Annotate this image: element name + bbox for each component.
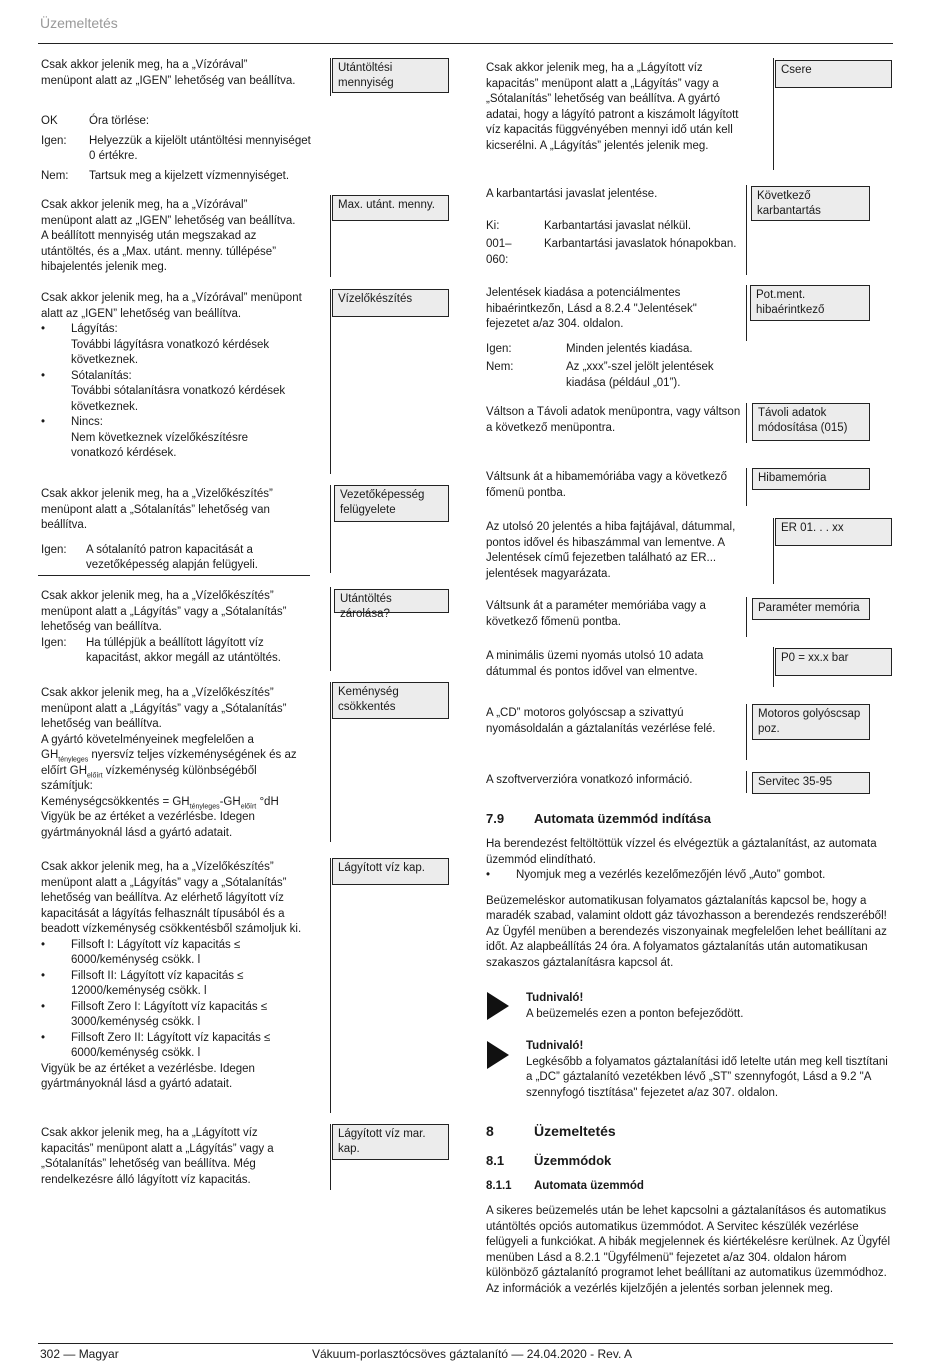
bullet-item: • Fillsoft II: Lágyított víz kapacitás ≤ 12000/keménység csökk. l: [41, 969, 244, 997]
footer-document: Vákuum-porlasztócsöves gáztalanító — 24.04.2020 - Rev. A: [312, 1347, 632, 1361]
block-next-maintenance: [486, 187, 746, 268]
vertical-rule: [746, 185, 747, 275]
option-row: [41, 543, 299, 574]
paragraph: Beüzemeléskor automatikusan folyamatos gáztalanítás kapcsol be, hogy a maradék szabad, valamint oldott gáz távozhasson a berendezés rendszeréből! Az Ügyfél menüben a berendezés viszonyainak megfelelően lehet beállítani az időt. Az alapbeállítás 24 óra. A folyamatos gáztalanítás után automatikusan szakaszos gáztalanításra kapcsol át.: [486, 894, 887, 969]
display-box-er-list: ER 01. . . xx: [775, 518, 892, 546]
vertical-rule: [773, 518, 774, 584]
bullet-item: • Lágyítás: További lágyításra vonatkozó kérdések következnek.: [41, 322, 303, 369]
block-text: Csak akkor jelenik meg, ha a „Vízórával” menüpont alatt az „IGEN” lehetőség van beállítva. A beállított mennyiség után megszakad az utántöltés, és a „Max. utánt. menny. túllépése” hibajelentés jelenik meg.: [41, 199, 296, 273]
option-value: Helyezzük a kijelölt utántöltési mennyiséget 0 értékre.: [89, 134, 311, 162]
chapter-number: 8: [486, 1123, 494, 1139]
bullet-head: Sótalanítás:: [71, 369, 132, 382]
vertical-rule: [773, 58, 774, 170]
block-refill-amount-text: [41, 58, 301, 89]
block-text: Váltsunk át a hibamemóriába vagy a következő főmenü pontba.: [486, 471, 727, 499]
vertical-rule: [773, 647, 774, 687]
note-2: [526, 1039, 891, 1101]
block-text: Váltson a Távoli adatok menüpontra, vagy váltson a következő menüpontra.: [486, 406, 741, 434]
option-value: A sótalanító patron kapacitását a vezetőképesség alapján felügyeli.: [86, 543, 258, 571]
subsection-title: Automata üzemmód: [534, 1180, 644, 1192]
vertical-rule: [330, 485, 331, 573]
vertical-rule: [746, 597, 747, 637]
block-fault-contact: [486, 286, 740, 391]
paragraph: A sikeres beüzemelés után be lehet kapcsolni a gáztalanításos és automatikus utántöltés opciós automatikus üzemmódot. A Servitec készülék vezérlése felügyeli a funkciókat. A hibák megjelennek és kiértékelésre kerülnek. Az Ügyfél menüben Lásd a 8.2.1 "Ügyfélmenü" fejezetet a/az 304. oldalon három különböző gáztalanító programot lehet beállítani az automatikus üzemmódhoz. Az információk a vezérlés kijelzőjén a jelentés sorban jelennek meg.: [486, 1205, 890, 1295]
block-hardness-reduction: Csak akkor jelenik meg, ha a „Vízelőkészítés” menüpont alatt a „Lágyítás” vagy a „Sótalanítás” lehetőség van beállítva. A gyártó követelményeinek megfelelően a $GH_{tényleges}$ nyersvíz teljes vízkeménységének és az előírt $GH_{előírt}$ vízkeménység különbségéből számítjuk: Keménységcsökkentés = $GH_{tényleges}-GH_{előírt}$ °dH Vigyük be az értéket a vezérlésbe. Idegen gyártmányoknál lásd a gyártó adatait.: [41, 686, 301, 841]
block-software: [486, 773, 742, 789]
display-box-max-refill: Max. utánt. menny.: [332, 195, 449, 221]
note-text: A beüzemelés ezen a ponton befejeződött.: [526, 1007, 744, 1020]
bullet-item: • Nyomjuk meg a vezérlés kezelőmezőjén lévő „Auto” gombot.: [486, 869, 826, 881]
option-value: Tartsuk meg a kijelzett vízmennyiséget.: [89, 169, 290, 182]
note-1: [526, 991, 896, 1022]
note-heading: Tudnivaló!: [526, 992, 584, 1004]
vertical-rule: [746, 771, 747, 793]
block-text: Csak akkor jelenik meg, ha a „Vízórával” menüpont alatt az „IGEN” lehetőség van beállítva.: [41, 59, 296, 87]
block-text: Jelentések kiadása a potenciálmentes hibaérintkezőn, Lásd a 8.2.4 "Jelentések" fejezetet a/az 304. oldalon.: [486, 287, 697, 330]
option-value: Óra törlése:: [89, 115, 150, 127]
note-heading: Tudnivaló!: [526, 1040, 584, 1052]
block-text: Csak akkor jelenik meg, ha a „Vizelőkészítés” menüpont alatt a „Sótalanítás” lehetőség van beállítva.: [41, 488, 273, 531]
option-key: Igen:: [486, 342, 512, 355]
block-water-treatment: [41, 291, 303, 462]
option-key: Nem:: [41, 169, 69, 182]
option-row: [41, 134, 311, 165]
block-replace: [486, 61, 739, 154]
block-ball-valve: [486, 706, 742, 737]
block-er-list: [486, 520, 744, 582]
bullet-item: • Nincs: Nem következnek vízelőkészítésre vonatkozó kérdések.: [41, 415, 303, 462]
block-refill-lock: [41, 589, 299, 667]
block-max-refill-text: [41, 198, 297, 276]
bullet-item: • Fillsoft Zero II: Lágyított víz kapacitás ≤ 6000/keménység csökk. l: [41, 1031, 271, 1059]
block-text: Csak akkor jelenik meg, ha a „Lágyított víz kapacitás” menüpont alatt a „Lágyítás” vagy a „Sótalanítás” lehetőség van beállítva. Még rendelkezésre álló lágyított víz kapacitás.: [41, 1127, 274, 1186]
vertical-rule: [330, 289, 331, 474]
display-box-parameter-memory: Paraméter memória: [752, 598, 870, 620]
block-text: Vigyük be az értéket a vezérlésbe. Idegen gyártmányoknál lásd a gyártó adatait.: [41, 811, 255, 839]
section-body: [486, 837, 891, 971]
paragraph: Ha berendezést feltöltöttük vízzel és elvégeztük a gáztalanítást, az automata üzemmód elindítható.: [486, 838, 877, 866]
block-text: Csak akkor jelenik meg, ha a „Vízelőkészítés” menüpont alatt a „Lágyítás” vagy a „Sótalanítás” lehetőség van beállítva. Az elérhető lágyított víz kapacitását a lágyítás felhasznált típusából és a beadott vízkeménység csökkentésből számoljuk ki.: [41, 861, 302, 935]
option-row: [486, 342, 740, 358]
block-conductivity: [41, 487, 299, 574]
vertical-rule: [746, 403, 747, 443]
block-remote-data: [486, 405, 742, 436]
block-text: A minimális üzemi nyomás utolsó 10 adata dátummal és pontos idővel van elmentve.: [486, 650, 704, 678]
option-key: Igen:: [41, 543, 67, 556]
block-text: Csak akkor jelenik meg, ha a „Vízelőkészítés” menüpont alatt a „Lágyítás” vagy a „Sótalanítás” lehetőség van beállítva.: [41, 590, 287, 633]
display-box-replace: Csere: [775, 60, 892, 88]
option-row: [486, 237, 746, 268]
subsection-number: 8.1.1: [486, 1180, 512, 1192]
block-text: A szoftververzióra vonatkozó információ.: [486, 774, 693, 786]
display-box-fault-contact: Pot.ment. hibaérintkező: [750, 285, 870, 321]
bullet-item: • Fillsoft I: Lágyított víz kapacitás ≤ 6000/keménység csökk. l: [41, 938, 241, 966]
section-rule: [38, 575, 310, 576]
vertical-rule: [330, 195, 331, 277]
display-box-refill-amount: Utántöltési mennyiség: [332, 58, 449, 93]
section-title: Automata üzemmód indítása: [534, 811, 711, 826]
section-number: 7.9: [486, 811, 505, 826]
display-box-next-maintenance: Következő karbantartás: [751, 186, 870, 221]
bullet-item: • Sótalanítás: További sótalanításra vonatkozó kérdések következnek.: [41, 369, 303, 416]
option-key: Igen:: [41, 636, 67, 649]
display-box-software: Servitec 35-95: [752, 772, 870, 794]
vertical-rule: [746, 468, 747, 506]
note-arrow-icon: [487, 992, 509, 1020]
vertical-rule: [330, 858, 331, 1113]
option-key: Ki:: [486, 219, 500, 232]
block-text: Csak akkor jelenik meg, ha a „Vízelőkészítés” menüpont alatt a „Lágyítás” vagy a „Sótalanítás” lehetőség van beállítva.: [41, 687, 287, 730]
option-row: [41, 636, 299, 667]
option-value: Az „xxx”-szel jelölt jelentések kiadása (például „01”).: [566, 361, 714, 389]
option-value: Minden jelentés kiadása.: [566, 342, 693, 355]
display-box-remote-data: Távoli adatok módosítása (015): [752, 403, 870, 441]
bullet-head: Nincs:: [71, 416, 103, 428]
vertical-rule: [746, 704, 747, 760]
page-header-title: Üzemeltetés: [40, 15, 118, 31]
option-value: Ha túllépjük a beállított lágyított víz kapacitást, akkor megáll az utántöltés.: [86, 636, 281, 664]
display-box-fault-memory: Hibamemória: [752, 468, 870, 490]
block-text: Vigyük be az értéket a vezérlésbe. Idegen gyártmányoknál lásd a gyártó adatait.: [41, 1062, 255, 1090]
header-rule: [38, 43, 893, 44]
block-text: Csak akkor jelenik meg, ha a „Vízórával” menüpont alatt az „IGEN” lehetőség van beállítva.: [41, 292, 302, 320]
option-row: [486, 360, 740, 391]
display-box-remaining-capacity: Lágyított víz mar. kap.: [332, 1124, 449, 1160]
section-title: Üzemmódok: [534, 1153, 612, 1168]
bullet-item: • Fillsoft Zero I: Lágyított víz kapacitás ≤ 3000/keménység csökk. l: [41, 1000, 268, 1028]
block-remaining-capacity: [41, 1126, 303, 1188]
options-list: [41, 114, 311, 184]
display-box-softened-capacity: Lágyított víz kap.: [332, 858, 449, 885]
option-row: [41, 114, 311, 130]
bullet-body: Nem következnek vízelőkészítésre vonatkozó kérdések.: [71, 431, 249, 459]
chapter-title: Üzemeltetés: [534, 1123, 616, 1139]
block-text: A „CD” motoros golyóscsap a szivattyú nyomásoldalán a gáztalanítás vezérlése felé.: [486, 707, 716, 735]
display-box-conductivity: Vezetőképesség felügyelete: [334, 485, 449, 522]
block-fault-memory: [486, 470, 742, 501]
vertical-rule: [330, 587, 331, 671]
block-text: Váltsunk át a paraméter memóriába vagy a következő főmenü pontba.: [486, 600, 706, 628]
section-number: 8.1: [486, 1153, 505, 1168]
block-text: Az utolsó 20 jelentés a hiba fajtájával, dátummal, pontos idővel és hibaszámmal van lementve. A Jelentések című fejezetben található az ER... jelentések magyarázata.: [486, 521, 736, 580]
formula: Keménységcsökkentés = $GH_{tényleges}-GH_{előírt}$ °dH: [41, 795, 279, 810]
option-key: Igen:: [41, 134, 67, 147]
block-parameter-memory: [486, 599, 742, 630]
option-key: Nem:: [486, 361, 514, 373]
display-box-min-pressure: P0 = xx.x bar: [775, 648, 892, 676]
bullet-body: További lágyításra vonatkozó kérdések következnek.: [71, 338, 270, 366]
bullet-body: További sótalanításra vonatkozó kérdések következnek.: [71, 385, 286, 413]
option-row: [41, 169, 311, 185]
display-box-refill-lock: Utántöltés zárolása?: [334, 589, 449, 613]
option-value: Karbantartási javaslat nélkül.: [544, 219, 692, 232]
vertical-rule: [330, 682, 331, 842]
block-text: A karbantartási javaslat jelentése.: [486, 188, 658, 200]
bullet-head: Lágyítás:: [71, 323, 118, 335]
display-box-ball-valve: Motoros golyóscsap poz.: [752, 704, 870, 740]
block-softened-capacity: [41, 860, 303, 1093]
footer-page: 302 — Magyar: [40, 1347, 119, 1361]
option-key: OK: [41, 115, 58, 127]
option-value: Karbantartási javaslatok hónapokban.: [544, 238, 737, 250]
vertical-rule: [330, 1124, 331, 1190]
option-key: 001–060:: [486, 238, 512, 266]
section-body: [486, 1204, 891, 1297]
block-min-pressure: [486, 649, 742, 680]
footer-rule: [38, 1343, 893, 1344]
block-text: Csak akkor jelenik meg, ha a „Lágyított víz kapacitás” menüpont alatt a „Lágyítás” vagy a „Sótalanítás” lehetőség van beállítva. A gyártó adatai, hogy a lágyító patront a kiszámolt lágyított víz kapacitás függvényében mennyi idő után kell kicserélni. A „Lágyítás” jelentés jelenik meg.: [486, 62, 739, 152]
display-box-hardness-reduction: Keménység csökkentés: [332, 682, 449, 719]
option-row: [486, 219, 746, 235]
vertical-rule: [746, 285, 747, 341]
vertical-rule: [330, 58, 331, 96]
note-arrow-icon: [487, 1041, 509, 1069]
note-text: Legkésőbb a folyamatos gáztalanítási idő letelte után meg kell tisztítani a „DC” gáztalanító vezetékben lévő „ST” szennyfogót, Lásd a 9.2 "A szennyfogó tisztítása" fejezetet a/az 307. oldalon.: [526, 1055, 888, 1099]
display-box-water-treatment: Vízelőkészítés: [332, 289, 449, 317]
